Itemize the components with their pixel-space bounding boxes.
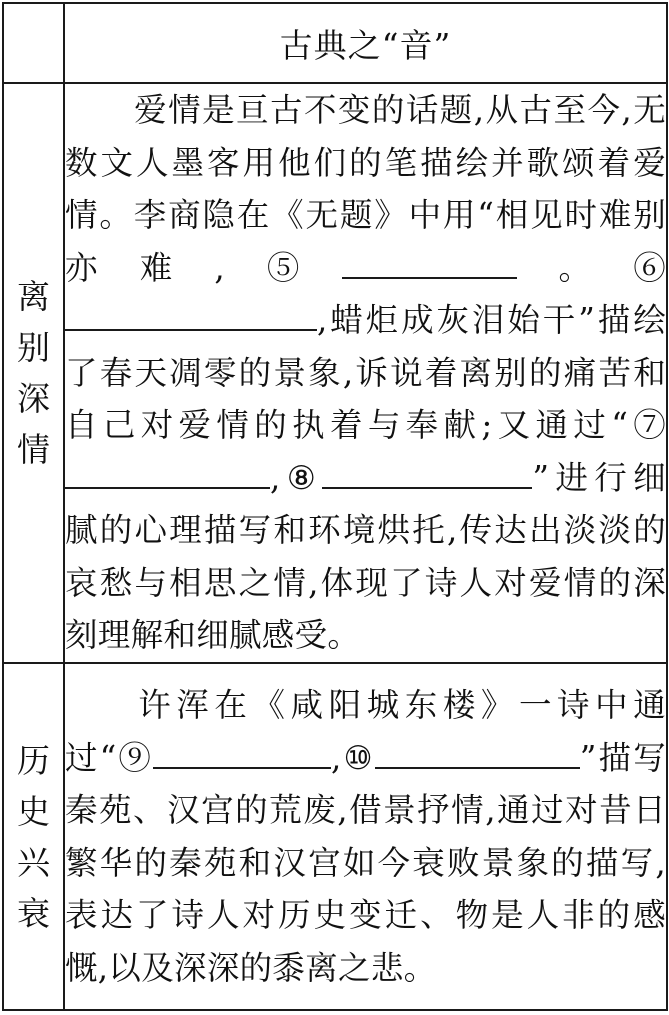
row-label-history — [3, 663, 64, 1010]
row-label-char: 衰 — [17, 893, 50, 933]
row-content-farewell — [64, 83, 667, 663]
text-segment: ,⑧ — [270, 458, 323, 497]
answer-blank-5[interactable] — [342, 276, 517, 279]
table-header-row — [3, 3, 667, 83]
text-segment: ”进行细腻的心理描写和环境烘托,传达出淡淡的哀愁与相思之情,体现了诗人对爱情的深刻理解和细腻感受。 — [65, 458, 666, 655]
row-label-char: 兴 — [17, 842, 50, 882]
text-segment: 爱情是亘古不变的话题,从古至今,无数文人墨客用他们的笔描绘并歌颂着爱情。李商隐在《无题》中用“相见时难别亦难,⑤ — [65, 91, 666, 287]
table-row — [3, 663, 667, 1010]
row-label-char: 情 — [17, 430, 50, 469]
poetry-table — [2, 2, 668, 1011]
answer-blank-10[interactable] — [375, 766, 580, 769]
text-segment: ,蜡炬成灰泪始干”描绘了春天凋零的景象,诉说着离别的痛苦和自己对爱情的执着与奉献;又通过“⑦ — [65, 301, 666, 445]
row-label-char: 深 — [17, 379, 50, 418]
table-row — [3, 83, 667, 663]
text-segment: 许浑在《咸阳城东楼》一诗中通过“⑨ — [65, 686, 666, 777]
answer-blank-7[interactable] — [65, 486, 270, 489]
answer-blank-8[interactable] — [322, 486, 532, 489]
text-segment: ,⑩ — [331, 738, 375, 777]
text-segment: 。⑥ — [516, 248, 666, 287]
row-label-char: 别 — [17, 328, 50, 367]
text-segment: ”描写秦苑、汉宫的荒废,借景抒情,通过对昔日繁华的秦苑和汉宫如今衰败景象的描写,表达了诗人对历史变迁、物是人非的感慨,以及深深的黍离之悲。 — [65, 738, 666, 987]
header-left-cell — [3, 3, 64, 83]
answer-blank-9[interactable] — [153, 766, 331, 769]
row-label-farewell — [3, 83, 64, 663]
row-label-char: 史 — [17, 791, 50, 831]
row-label-char: 离 — [17, 277, 50, 316]
answer-blank-6[interactable] — [65, 328, 317, 331]
row-content-history — [64, 663, 667, 1010]
row-label-char: 历 — [17, 740, 50, 780]
table-title: 古典之“音” — [64, 3, 667, 83]
